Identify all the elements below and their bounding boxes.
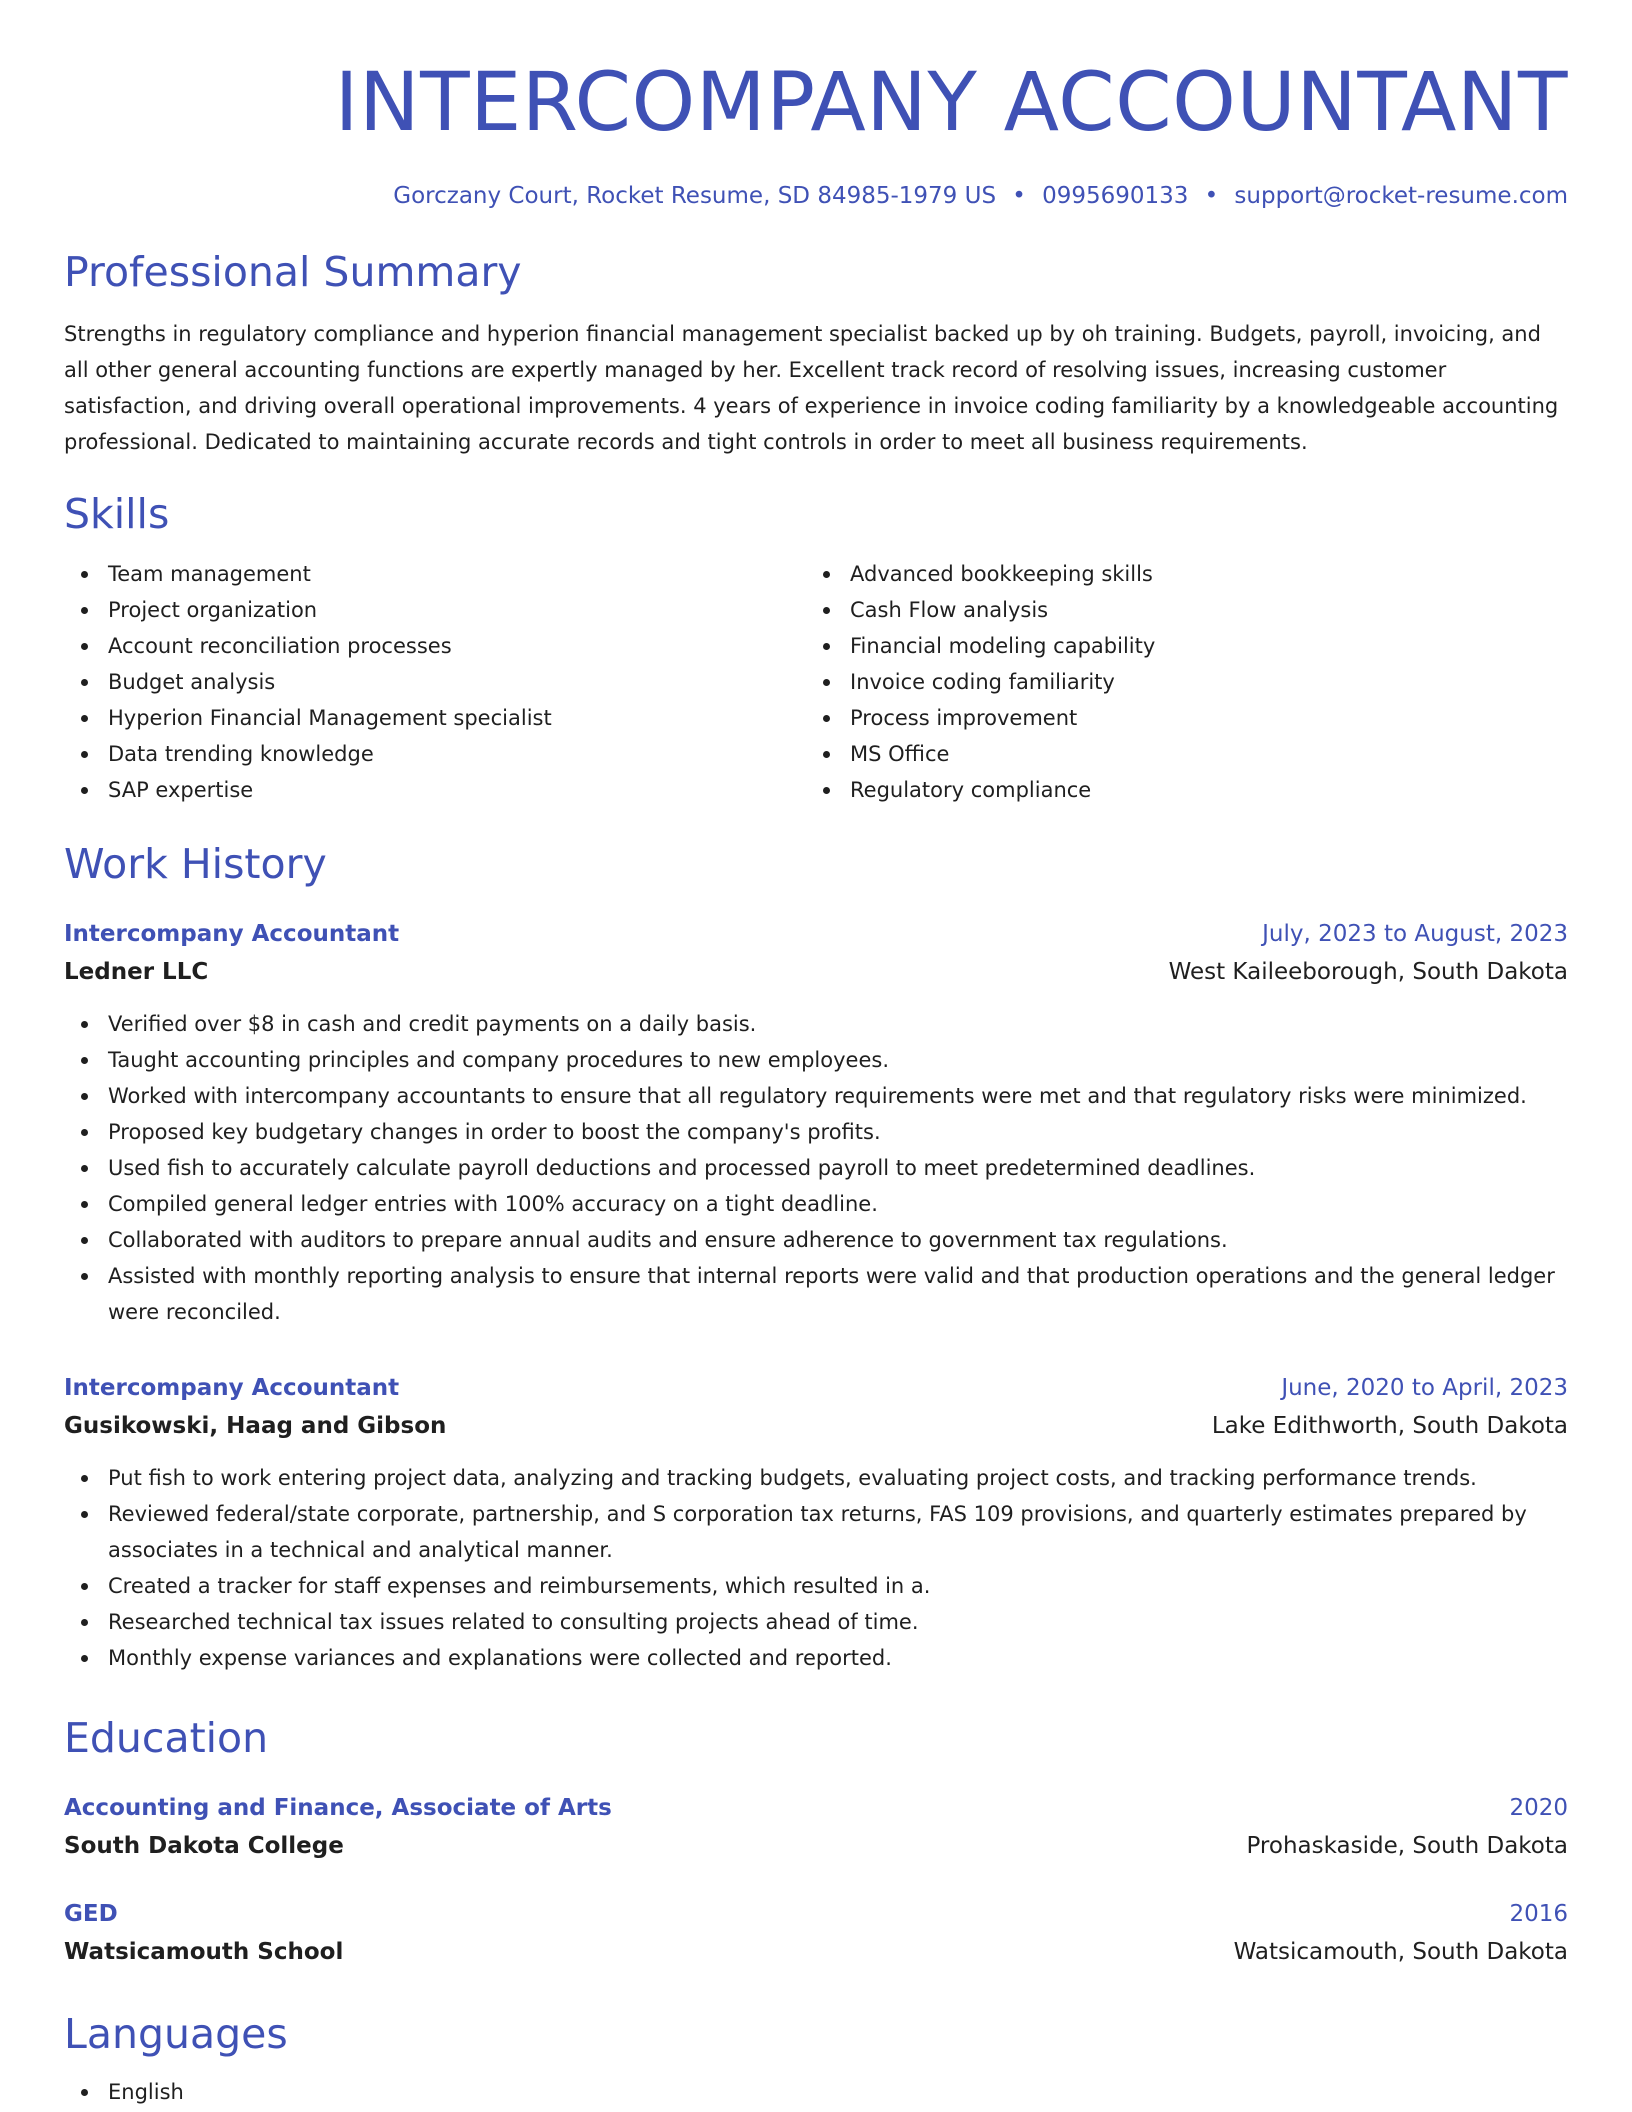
skill-item: Budget analysis bbox=[64, 664, 806, 700]
skill-item: Data trending knowledge bbox=[64, 736, 806, 772]
skill-item: Regulatory compliance bbox=[806, 772, 1548, 808]
education-location: Prohaskaside, South Dakota bbox=[1246, 1833, 1568, 1859]
job-bullet: Used fish to accurately calculate payroll deductions and processed payroll to meet predetermined deadlines. bbox=[64, 1150, 1568, 1186]
skills-heading: Skills bbox=[64, 490, 170, 538]
skills-list-right bbox=[806, 556, 1548, 808]
job-bullets bbox=[64, 1460, 1568, 1676]
education-degree: GED bbox=[64, 1901, 118, 1927]
job-bullet: Compiled general ledger entries with 100% accuracy on a tight deadline. bbox=[64, 1186, 1568, 1222]
skill-item: Invoice coding familiarity bbox=[806, 664, 1548, 700]
contact-email[interactable]: support@rocket-resume.com bbox=[1234, 183, 1568, 209]
languages-section bbox=[64, 2074, 1568, 2110]
job-title: Intercompany Accountant bbox=[64, 1375, 400, 1401]
job-title: Intercompany Accountant bbox=[64, 921, 400, 947]
education-degree-row bbox=[64, 1896, 1568, 1932]
job-bullet: Created a tracker for staff expenses and reimbursements, which resulted in a. bbox=[64, 1568, 1568, 1604]
skill-item: Process improvement bbox=[806, 700, 1548, 736]
job-bullet: Put fish to work entering project data, analyzing and tracking budgets, evaluating project costs, and tracking performance trends. bbox=[64, 1460, 1568, 1496]
skill-item: Hyperion Financial Management specialist bbox=[64, 700, 806, 736]
resume-header bbox=[64, 0, 1568, 214]
job-company-row bbox=[64, 1406, 1568, 1446]
education-degree-row bbox=[64, 1790, 1568, 1826]
job-bullet: Monthly expense variances and explanations were collected and reported. bbox=[64, 1640, 1568, 1676]
contact-phone: 0995690133 bbox=[1042, 183, 1189, 209]
job-bullet: Researched technical tax issues related to consulting projects ahead of time. bbox=[64, 1604, 1568, 1640]
skill-item: Team management bbox=[64, 556, 806, 592]
skill-item: Cash Flow analysis bbox=[806, 592, 1548, 628]
job-title-row bbox=[64, 1370, 1568, 1406]
education-entry bbox=[64, 1790, 1568, 1866]
job-company: Gusikowski, Haag and Gibson bbox=[64, 1413, 447, 1439]
job-location: Lake Edithworth, South Dakota bbox=[1211, 1413, 1568, 1439]
job-title-row bbox=[64, 916, 1568, 952]
job-bullet: Verified over $8 in cash and credit payments on a daily basis. bbox=[64, 1006, 1568, 1042]
education-heading: Education bbox=[64, 1714, 269, 1762]
work-history-heading: Work History bbox=[64, 840, 327, 888]
education-school-row bbox=[64, 1826, 1568, 1866]
summary-heading: Professional Summary bbox=[64, 248, 522, 296]
skill-item: Account reconciliation processes bbox=[64, 628, 806, 664]
skill-item: MS Office bbox=[806, 736, 1548, 772]
job-entry bbox=[64, 916, 1568, 1330]
job-location: West Kaileeborough, South Dakota bbox=[1168, 959, 1568, 985]
education-location: Watsicamouth, South Dakota bbox=[1233, 1939, 1568, 1965]
candidate-title: INTERCOMPANY ACCOUNTANT bbox=[334, 56, 1568, 150]
language-item: English bbox=[64, 2074, 1568, 2110]
job-bullet: Collaborated with auditors to prepare annual audits and ensure adherence to government tax regulations. bbox=[64, 1222, 1568, 1258]
job-bullet: Worked with intercompany accountants to ensure that all regulatory requirements were met and that regulatory risks were minimized. bbox=[64, 1078, 1568, 1114]
education-entry bbox=[64, 1896, 1568, 1972]
job-dates: July, 2023 to August, 2023 bbox=[1262, 921, 1568, 947]
contact-address: Gorczany Court, Rocket Resume, SD 84985-1979 US bbox=[393, 183, 997, 209]
resume-page bbox=[64, 0, 1568, 2110]
languages-list bbox=[64, 2074, 1568, 2110]
education-year: 2016 bbox=[1509, 1901, 1568, 1927]
job-entry bbox=[64, 1370, 1568, 1676]
job-company-row bbox=[64, 952, 1568, 992]
languages-heading: Languages bbox=[64, 2010, 288, 2058]
education-degree: Accounting and Finance, Associate of Arts bbox=[64, 1795, 612, 1821]
skill-item: Project organization bbox=[64, 592, 806, 628]
contact-line bbox=[64, 178, 1568, 214]
job-bullet: Proposed key budgetary changes in order to boost the company's profits. bbox=[64, 1114, 1568, 1150]
job-company: Ledner LLC bbox=[64, 959, 209, 985]
job-bullets bbox=[64, 1006, 1568, 1330]
education-school: Watsicamouth School bbox=[64, 1939, 344, 1965]
skills-list-left bbox=[64, 556, 806, 808]
job-dates: June, 2020 to April, 2023 bbox=[1281, 1375, 1568, 1401]
education-school: South Dakota College bbox=[64, 1833, 344, 1859]
education-year: 2020 bbox=[1509, 1795, 1568, 1821]
skill-item: Advanced bookkeeping skills bbox=[806, 556, 1548, 592]
job-bullet: Taught accounting principles and company procedures to new employees. bbox=[64, 1042, 1568, 1078]
summary-text: Strengths in regulatory compliance and hyperion financial management specialist backed up by oh training. Budgets, payroll, invoicing, and all other general accounting functions are expertly managed by her. Excellent track record of resolving issues, increasing customer satisfaction, and driving overall operational improvements. 4 years of experience in invoice coding familiarity by a knowledgeable accounting professional. Dedicated to maintaining accurate records and tight controls in order to meet all business requirements. bbox=[64, 322, 1559, 454]
contact-separator: • bbox=[1204, 183, 1219, 209]
job-bullet: Assisted with monthly reporting analysis to ensure that internal reports were valid and that production operations and the general ledger were reconciled. bbox=[64, 1258, 1568, 1330]
skill-item: Financial modeling capability bbox=[806, 628, 1548, 664]
skill-item: SAP expertise bbox=[64, 772, 806, 808]
contact-separator: • bbox=[1012, 183, 1026, 209]
job-bullet: Reviewed federal/state corporate, partnership, and S corporation tax returns, FAS 109 provisions, and quarterly estimates prepared by associates in a technical and analytical manner. bbox=[64, 1496, 1568, 1568]
skills-columns bbox=[64, 556, 1568, 808]
education-school-row bbox=[64, 1932, 1568, 1972]
